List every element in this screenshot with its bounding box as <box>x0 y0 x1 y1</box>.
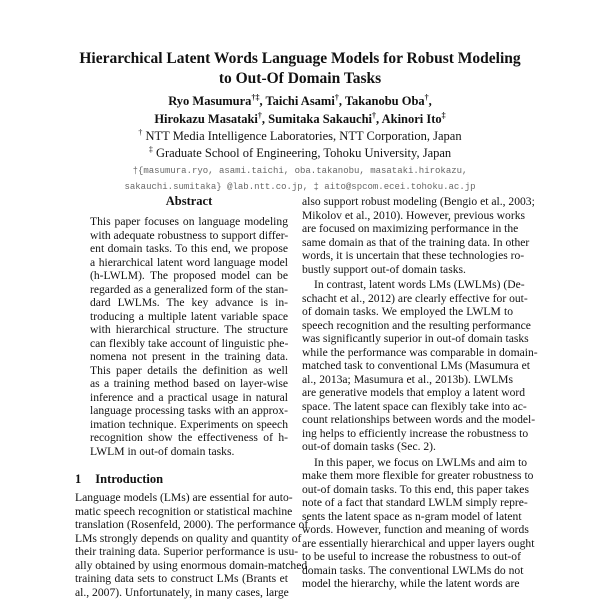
text-line: are generative models that employ a latent word <box>302 386 526 399</box>
text-line: This paper focuses on language modeling <box>90 215 288 228</box>
email-line-2: sakauchi.sumitaka} @lab.ntt.co.jp, ‡ aito@spcom.ecei.tohoku.ac.jp <box>124 182 476 192</box>
text-line: This paper details the definition as well <box>90 363 288 377</box>
text-line: matched task to conventional LMs (Masumura et <box>302 359 530 372</box>
text-line: as a training method based on layer-wise <box>90 377 288 390</box>
author-affiliation-mark: † <box>334 92 339 102</box>
text-line: schacht et al., 2012) are clearly effective for out- <box>302 291 528 305</box>
text-line: words. However, function and meaning of words <box>302 523 529 536</box>
text-line: their training data. Superior performance is usu- <box>75 545 299 558</box>
author-affiliation-mark: ‡ <box>441 110 446 120</box>
paper-title-line-1: Hierarchical Latent Words Language Models for Robust Modeling <box>79 50 521 67</box>
text-line: can flexibly take account of linguistic phe- <box>90 336 289 350</box>
abstract-heading: Abstract <box>165 194 213 208</box>
text-line: out-of domain tasks (Sec. 2). <box>302 440 436 453</box>
text-line: was significantly superior in out-of domain tasks <box>302 332 529 345</box>
text-line: matic speech recognition or statistical machine <box>75 504 293 518</box>
author-name: Takanobu Oba <box>344 94 425 108</box>
authors-line-2 <box>0 112 600 127</box>
text-line: model the hierarchy, while the latent words are <box>302 577 520 590</box>
text-line: make them more flexible for greater robustness to <box>302 469 534 482</box>
text-line: (h-LWLM). The proposed model can be <box>90 269 288 282</box>
text-line: count relationships between words and the model- <box>302 413 536 426</box>
text-line: al., 2013a; Masumura et al., 2013b). LWLMs <box>302 372 513 386</box>
text-line: nomena not present in the training data. <box>90 350 288 363</box>
intro-left-column <box>75 491 309 599</box>
text-line: LMs strongly depends on quality and quantity of <box>75 531 302 545</box>
text-line: training data sets to construct LMs (Brants et <box>75 572 288 585</box>
text-line: recognition show the effectiveness of h- <box>90 431 288 444</box>
author-separator: , <box>338 94 345 108</box>
intro-right-column <box>302 195 538 591</box>
text-line: out-of domain tasks. To this end, this paper takes <box>302 482 529 496</box>
author-affiliation-mark: † <box>424 92 429 102</box>
text-line: regarded as a generalized form of the stan- <box>90 282 288 296</box>
text-line: imation technique. Experiments on speech <box>90 417 288 431</box>
text-line: with hierarchical structure. The structure <box>90 323 288 336</box>
text-line: while the performance was comparable in domain- <box>302 345 538 359</box>
text-line: are focused on maximizing performance in the <box>302 222 519 235</box>
text-line: of domain tasks. We employed the LWLM to <box>302 305 513 318</box>
affiliation-ntt <box>0 129 600 144</box>
text-line: sents the latent space as n-gram model of latent <box>302 509 522 523</box>
author-name: Sumitaka Sakauchi <box>268 112 373 126</box>
text-line: with adequate robustness to support differ- <box>90 228 289 242</box>
affiliation-mark: † <box>138 127 143 137</box>
text-line: words, it is uncertain that these technologies ro- <box>302 249 525 262</box>
text-line: a hierarchical latent word language model <box>90 255 288 269</box>
author-affiliation-mark: † <box>372 110 377 120</box>
text-line: ing helps to efficiently increase the robustness to <box>302 426 529 440</box>
text-line: In this paper, we focus on LWLMs and aim to <box>314 455 528 469</box>
author-affiliation-mark: †‡ <box>251 92 260 102</box>
affiliation-mark: ‡ <box>148 144 153 154</box>
text-line: to be useful to increase the robustness to out-of <box>302 550 521 563</box>
author-name: Taichi Asami <box>265 94 335 108</box>
text-line: translation (Rosenfeld, 2000). The performance of <box>75 518 309 531</box>
author-affiliation-mark: † <box>257 110 262 120</box>
author-separator: , <box>261 112 269 126</box>
text-line: also support robust modeling (Bengio et al., 2003; <box>302 195 535 208</box>
text-line: Language models (LMs) are essential for auto- <box>75 491 293 504</box>
text-line: note of a fact that standard LWLM simply repre- <box>302 496 528 509</box>
email-line-1: †{masumura.ryo, asami.taichi, oba.takanobu, masataki.hirokazu, <box>132 166 468 176</box>
text-line: inference and a practical usage in natural <box>90 390 288 404</box>
text-line: al., 2007). Unfortunately, in many cases, large <box>75 585 289 599</box>
text-line: dard LWLMs. The key advance is in- <box>90 296 288 309</box>
text-line: speech recognition and the resulting performance <box>302 318 531 332</box>
abstract-body <box>90 215 288 458</box>
affiliation-text: NTT Media Intelligence Laboratories, NTT Corporation, Japan <box>142 129 462 143</box>
text-line: troducing a multiple latent variable space <box>90 309 288 323</box>
text-line: are essentially hierarchical and upper layers ought <box>302 536 535 550</box>
authors-line-1 <box>0 94 600 109</box>
author-name: Akinori Ito <box>381 112 442 126</box>
author-name: Hirokazu Masataki <box>154 112 258 126</box>
section-number: 1 <box>75 472 82 486</box>
section-title: Introduction <box>95 472 164 486</box>
text-line: LWLM in out-of domain tasks. <box>90 444 235 458</box>
text-line: bustly support out-of domain tasks. <box>302 262 466 276</box>
text-line: ally obtained by using enormous domain-matched <box>75 558 308 572</box>
author-separator: , <box>376 112 382 126</box>
text-line: Mikolov et al., 2010). However, previous works <box>302 208 525 222</box>
text-line: In contrast, latent words LMs (LWLMs) (De- <box>314 278 525 291</box>
section-heading-introduction <box>75 472 163 487</box>
text-line: space. The latent space can flexibly take into ac- <box>302 399 527 413</box>
affiliation-text: Graduate School of Engineering, Tohoku University, Japan <box>152 146 452 160</box>
text-line: domain tasks. The conventional LWLMs do not <box>302 563 524 577</box>
text-line: language processing tasks with an approx- <box>90 404 288 417</box>
text-line: same domain as that of the training data. In other <box>302 235 530 249</box>
paper-title-line-2: to Out-Of Domain Tasks <box>218 70 382 87</box>
text-line: ent domain tasks. To this end, we propose <box>90 242 288 255</box>
author-separator: , <box>259 94 266 108</box>
author-separator: , <box>428 94 432 108</box>
author-name: Ryo Masumura <box>168 94 252 108</box>
affiliation-tohoku <box>0 146 600 161</box>
